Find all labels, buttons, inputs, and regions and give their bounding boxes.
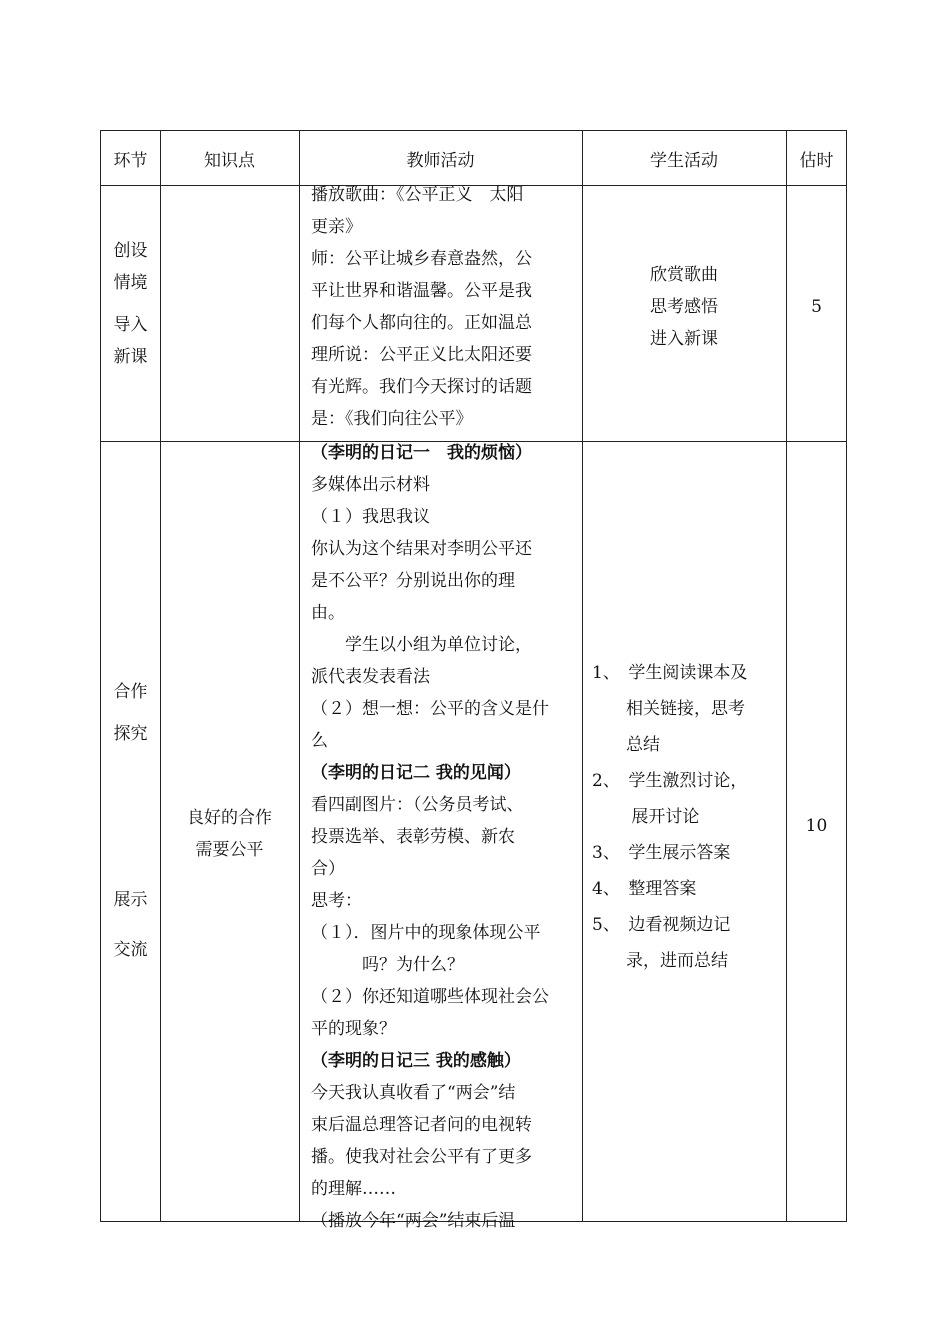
row2-teacher-activity: [311, 437, 579, 1237]
diary-heading: （李明的日记二 我的见闻）: [311, 763, 521, 783]
stage-line: 创设: [113, 241, 148, 261]
text-line: 更亲》: [311, 217, 362, 237]
stage-line: 交流: [113, 940, 148, 960]
header-student: 学生活动: [650, 150, 718, 171]
text-line: 多媒体出示材料: [311, 475, 430, 495]
text-line: 派代表发表看法: [311, 667, 430, 687]
row1-time: 5: [811, 297, 822, 317]
lesson-plan-table: [100, 130, 847, 1231]
text-line: （１）我思我议: [311, 507, 430, 527]
text-line: （１）．图片中的现象体现公平: [311, 923, 541, 943]
row2-student-activity: [592, 655, 784, 979]
header-teacher: 教师活动: [406, 150, 475, 171]
diary-heading: （李明的日记三 我的感触）: [311, 1051, 521, 1071]
text-line: 平让世界和谐温馨。公平是我: [311, 281, 532, 301]
text-line: （２）你还知道哪些体现社会公: [311, 987, 549, 1007]
row1-teacher-activity: [311, 179, 579, 435]
stage-line: 情境: [113, 273, 148, 293]
text-line: 欣赏歌曲: [650, 265, 718, 285]
diary-heading: （李明的日记一 我的烦恼）: [311, 443, 532, 463]
text-line: 相关链接，思考: [592, 699, 745, 719]
text-line: 学生以小组为单位讨论，: [311, 635, 532, 655]
text-line: 师：公平让城乡春意盎然，公: [311, 249, 532, 269]
text-line: 理所说：公平正义比太阳还要: [311, 345, 532, 365]
text-line: 由。: [311, 603, 345, 623]
text-line: 思考：: [311, 891, 362, 911]
text-line: 投票选举、表彰劳模、新农: [311, 827, 515, 847]
text-line: 平的现象？: [311, 1019, 396, 1039]
text-line: 2、 学生激烈讨论，: [592, 771, 748, 791]
text-line: 1、 学生阅读课本及: [592, 663, 748, 683]
text-line: 进入新课: [650, 329, 718, 349]
text-line: 5、 边看视频边记: [592, 915, 731, 935]
row2-stage: [101, 676, 160, 966]
column-divider: [299, 131, 300, 1221]
column-divider: [160, 131, 161, 1221]
text-line: 4、 整理答案: [592, 879, 697, 899]
text-line: （２）想一想：公平的含义是什: [311, 699, 549, 719]
header-time: 估时: [799, 150, 834, 171]
row2-time: 10: [805, 816, 828, 836]
text-line: 展开讨论: [592, 807, 700, 827]
row1-student-activity: [582, 259, 786, 355]
header-knowledge: 知识点: [204, 150, 255, 171]
header-stage: 环节: [113, 150, 148, 171]
text-line: 是：《我们向往公平》: [311, 409, 473, 429]
text-line: 么: [311, 731, 328, 751]
text-line: 录，进而总结: [592, 951, 728, 971]
text-line: （播放今年“两会”结束后温: [311, 1211, 516, 1231]
text-line: 播。使我对社会公平有了更多: [311, 1147, 532, 1167]
text-line: 3、 学生展示答案: [592, 843, 731, 863]
text-line: 良好的合作: [187, 808, 272, 828]
text-line: 看四副图片：（公务员考试、: [311, 795, 524, 815]
row2-knowledge-point: [160, 802, 299, 866]
text-line: 有光辉。我们今天探讨的话题: [311, 377, 532, 397]
stage-line: 新课: [113, 347, 148, 367]
stage-line: 合作: [113, 682, 148, 702]
text-line: 是不公平？分别说出你的理: [311, 571, 515, 591]
text-line: 们每个人都向往的。正如温总: [311, 313, 532, 333]
text-line: 今天我认真收看了“两会”结: [311, 1083, 516, 1103]
stage-line: 导入: [113, 315, 148, 335]
text-line: 的理解……: [311, 1179, 396, 1199]
text-line: 吗？为什么？: [311, 955, 464, 975]
stage-line: 探究: [113, 724, 148, 744]
text-line: 你认为这个结果对李明公平还: [311, 539, 532, 559]
text-line: 束后温总理答记者问的电视转: [311, 1115, 532, 1135]
text-line: 需要公平: [195, 840, 264, 860]
stage-line: 展示: [113, 890, 148, 910]
text-line: 合）: [311, 859, 345, 879]
text-line: 总结: [592, 735, 660, 755]
text-line: 思考感悟: [650, 297, 718, 317]
text-line: 播放歌曲：《公平正义 太阳: [311, 185, 524, 205]
row1-stage: [101, 235, 160, 373]
